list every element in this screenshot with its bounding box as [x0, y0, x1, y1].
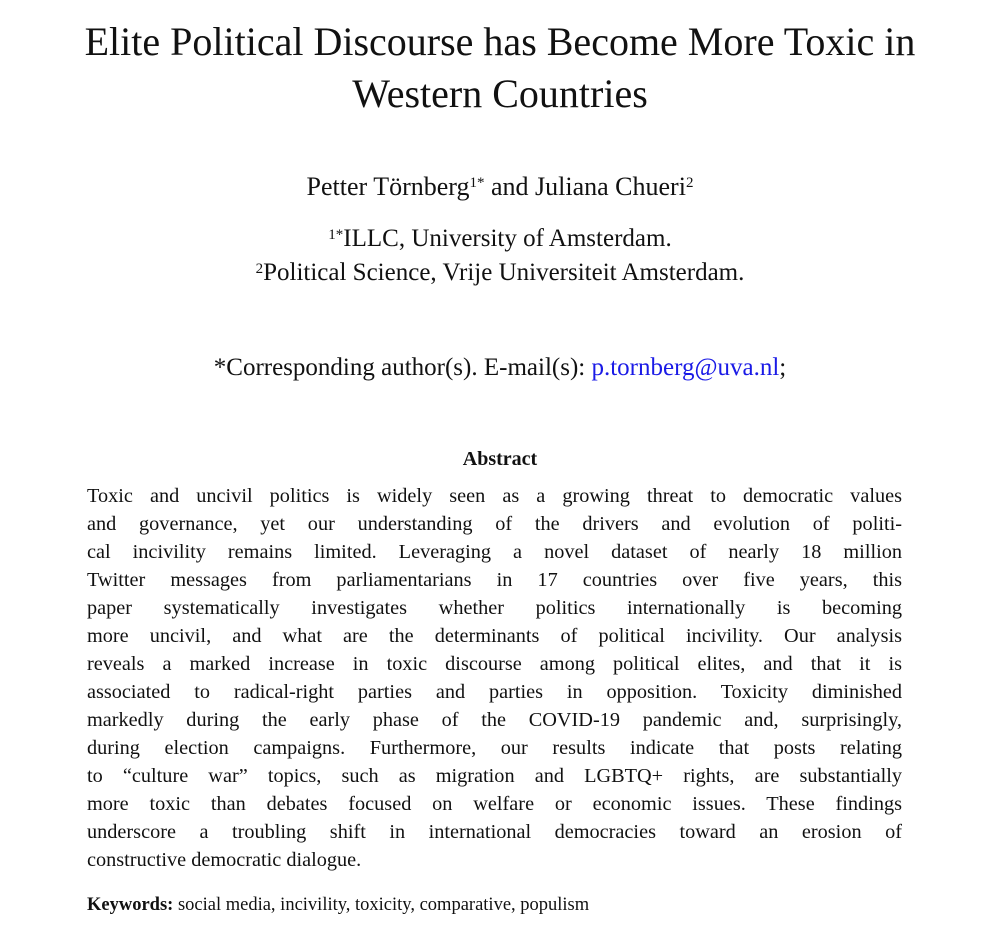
title-line-2: Western Countries	[352, 71, 648, 116]
abstract-line: markedly during the early phase of the COVID-19 pandemic and, surprisingly,	[87, 709, 902, 731]
paper-title	[40, 16, 960, 120]
affiliation-2-superscript: 2	[255, 261, 264, 277]
abstract-line: and governance, yet our understanding of the drivers and evolution of politi-	[87, 513, 902, 535]
abstract-line: more toxic than debates focused on welfare or economic issues. These findings	[87, 793, 902, 815]
abstract-line: Toxic and uncivil politics is widely seen as a growing threat to democratic values	[87, 485, 902, 507]
author-list	[40, 170, 960, 204]
abstract-line: to “culture war” topics, such as migration and LGBTQ+ rights, are substantially	[87, 765, 902, 787]
corresponding-suffix: ;	[779, 354, 787, 381]
email-link[interactable]: p.tornberg@uva.nl	[591, 354, 780, 381]
abstract-body	[87, 482, 902, 874]
author-conjunction: and	[484, 172, 536, 201]
abstract-line: paper systematically investigates whether politics internationally is becoming	[87, 597, 902, 619]
abstract-line: Twitter messages from parliamentarians in 17 countries over five years, this	[87, 569, 902, 591]
affiliation-1	[40, 223, 960, 255]
abstract-line: constructive democratic dialogue.	[87, 849, 362, 871]
author-2-superscript: 2	[685, 175, 694, 191]
corresponding-author-line	[40, 352, 960, 384]
keywords-text: social media, incivility, toxicity, comparative, populism	[173, 895, 590, 915]
abstract-line: underscore a troubling shift in international democracies toward an erosion of	[87, 821, 902, 843]
abstract-heading: Abstract	[462, 448, 538, 470]
affiliation-1-text: ILLC, University of Amsterdam.	[343, 225, 672, 252]
author-1-superscript: 1*	[469, 175, 485, 191]
affiliation-2-text: Political Science, Vrije Universiteit Amsterdam.	[263, 259, 745, 286]
author-1-name: Petter Törnberg	[306, 172, 470, 201]
keywords-line	[87, 892, 902, 918]
corresponding-prefix: *Corresponding author(s). E-mail(s):	[213, 354, 592, 381]
title-line-1: Elite Political Discourse has Become More Toxic in	[84, 19, 916, 64]
abstract-line: more uncivil, and what are the determinants of political incivility. Our analysis	[87, 625, 902, 647]
abstract-line: during election campaigns. Furthermore, our results indicate that posts relating	[87, 737, 902, 759]
keywords-label: Keywords:	[87, 895, 174, 915]
abstract-line: cal incivility remains limited. Leveraging a novel dataset of nearly 18 million	[87, 541, 902, 563]
affiliation-2	[40, 257, 960, 289]
abstract-line: reveals a marked increase in toxic discourse among political elites, and that it is	[87, 653, 902, 675]
author-2-name: Juliana Chueri	[535, 172, 686, 201]
abstract-line: associated to radical-right parties and parties in opposition. Toxicity diminished	[87, 681, 902, 703]
affiliation-1-superscript: 1*	[328, 227, 344, 243]
